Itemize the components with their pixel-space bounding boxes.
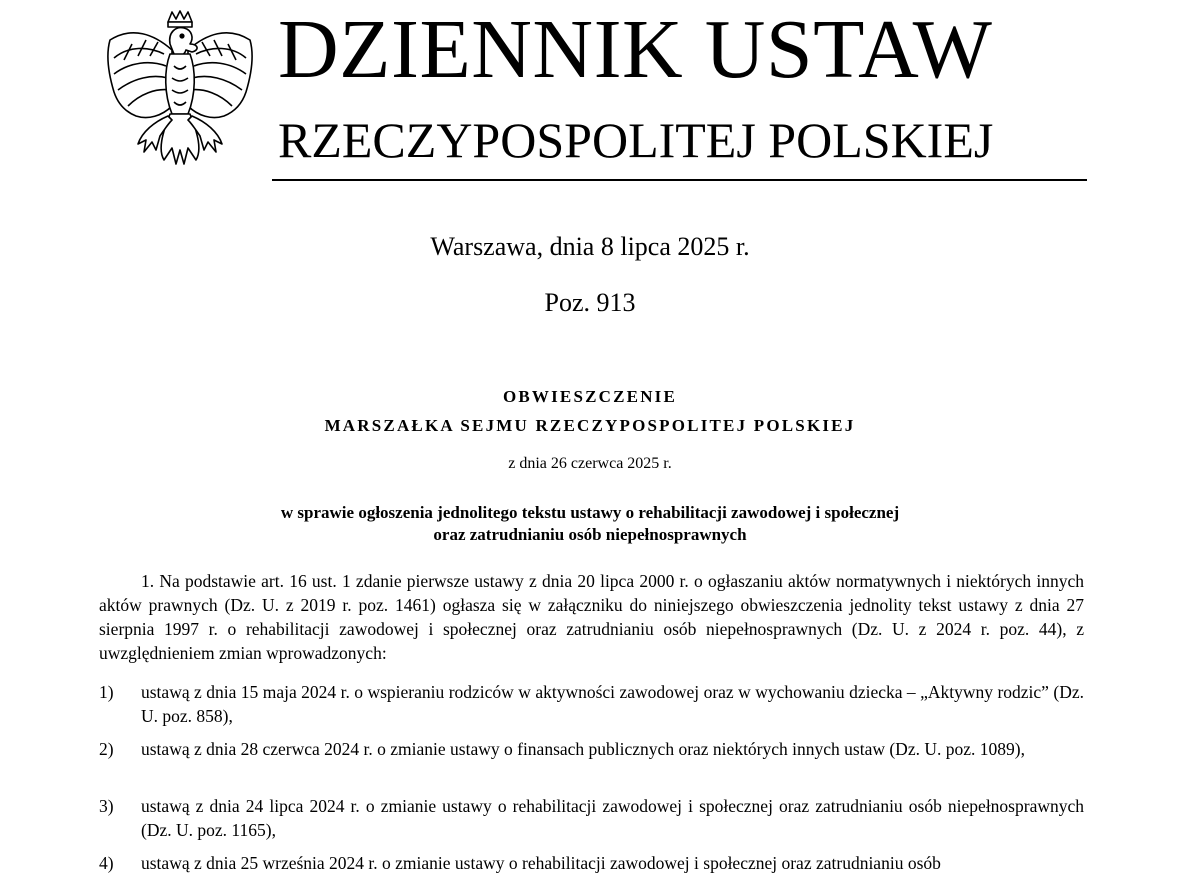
document-subject [0, 502, 1180, 546]
document-issuer: MARSZAŁKA SEJMU RZECZYPOSPOLITEJ POLSKIEJ [324, 416, 856, 435]
list-item [99, 737, 1084, 761]
position-number: Poz. 913 [544, 288, 636, 317]
item-text: ustawą z dnia 25 września 2024 r. o zmianie ustawy o rehabilitacji zawodowej i społecznej oraz zatrudnianiu osób [141, 853, 941, 873]
list-item [99, 794, 1084, 842]
masthead-rule [272, 179, 1087, 181]
masthead-title: DZIENNIK USTAW [278, 3, 993, 96]
item-text: ustawą z dnia 24 lipca 2024 r. o zmianie ustawy o rehabilitacji zawodowej i społecznej oraz zatrudnianiu osób niepełnosprawnych (Dz. U. poz. 1165), [141, 796, 1084, 840]
item-number: 4) [99, 853, 114, 873]
intro-paragraph: 1. Na podstawie art. 16 ust. 1 zdanie pierwsze ustawy z dnia 20 lipca 2000 r. o ogłaszaniu aktów normatywnych i niektórych innych aktów prawnych (Dz. U. z 2019 r. poz. 1461) ogłasza się w załączniku do niniejszego obwieszczenia jednolity tekst ustawy z dnia 27 sierpnia 1997 r. o rehabilitacji zawodowej i społecznej oraz zatrudnianiu osób niepełnosprawnych (Dz. U. z 2024 r. poz. 44), z uwzględnieniem zmian wprowadzonych: [99, 571, 1084, 663]
document-date: z dnia 26 czerwca 2025 r. [508, 455, 672, 472]
document-type: OBWIESZCZENIE [502, 387, 678, 406]
item-text: ustawą z dnia 28 czerwca 2024 r. o zmianie ustawy o finansach publicznych oraz niektórych innych ustaw (Dz. U. poz. 1089), [141, 739, 1025, 759]
issue-date-line: Warszawa, dnia 8 lipca 2025 r. [430, 232, 750, 261]
list-item [99, 680, 1084, 728]
item-number: 3) [99, 796, 114, 816]
subject-line: oraz zatrudnianiu osób niepełnosprawnych [433, 525, 747, 544]
item-text: ustawą z dnia 15 maja 2024 r. o wspieraniu rodziców w aktywności zawodowej oraz w wychowaniu dziecka – „Aktywny rodzic” (Dz. U. poz. 858), [141, 682, 1084, 726]
masthead-subtitle: RZECZYPOSPOLITEJ POLSKIEJ [278, 112, 994, 168]
list-item [99, 851, 1084, 875]
item-number: 1) [99, 682, 114, 702]
item-number: 2) [99, 739, 114, 759]
subject-line: w sprawie ogłoszenia jednolitego tekstu ustawy o rehabilitacji zawodowej i społecznej [280, 503, 900, 522]
white-eagle-emblem-icon [102, 10, 258, 174]
